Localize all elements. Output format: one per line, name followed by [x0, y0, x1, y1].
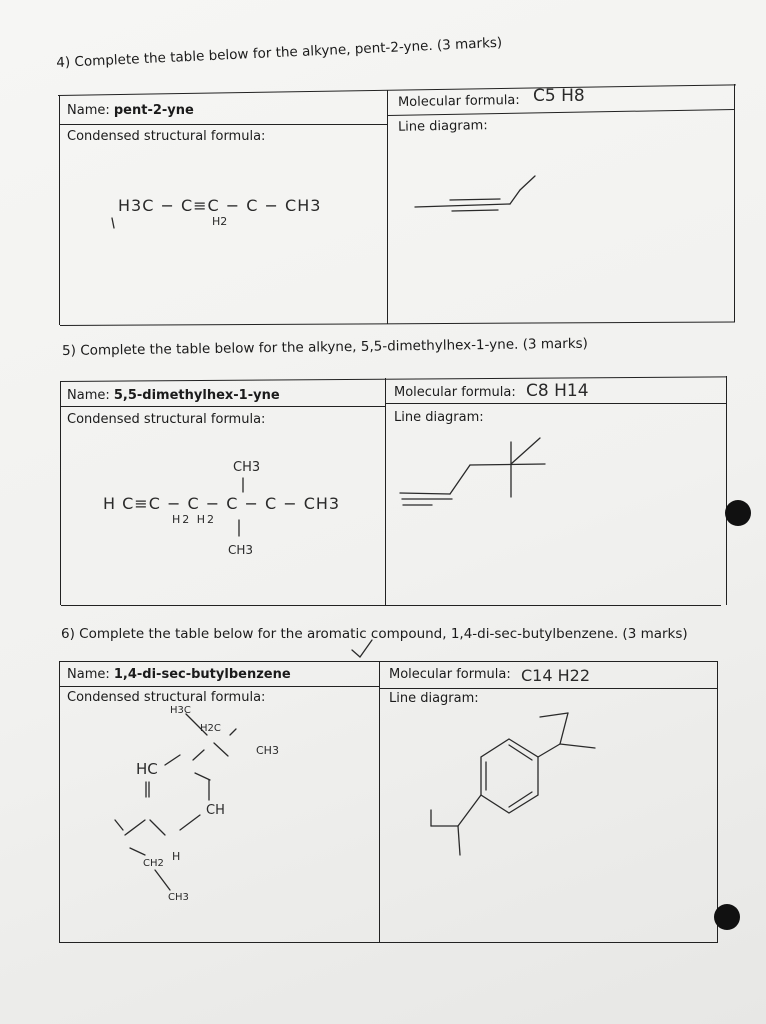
q6-line-label: Line diagram: [389, 691, 479, 706]
q6-condensed-label: Condensed structural formula: [67, 690, 266, 705]
q6-name-value: 1,4-di-sec-butylbenzene [113, 667, 291, 682]
q4-name-value: pent-2-yne [113, 103, 194, 118]
q4-name-label: Name: [67, 103, 114, 118]
question-6-prompt: 6) Complete the table below for the aromatic compound, 1,4-di-sec-butylbenzene. (3 marks) [61, 626, 688, 642]
question-4-prompt: 4) Complete the table below for the alkyne, pent-2-yne. (3 marks) [56, 34, 503, 71]
question-5-prompt: 5) Complete the table below for the alkyne, 5,5-dimethylhex-1-yne. (3 marks) [62, 335, 589, 359]
q4-line-diagram [415, 176, 535, 211]
q6-hw-ch3: CH3 [256, 744, 279, 757]
q5-condensed-h2: H2 H2 [172, 513, 217, 526]
q5-line-diagram [400, 438, 545, 505]
q5-condensed-bottom: CH3 [228, 543, 254, 557]
q5-condensed-label: Condensed structural formula: [67, 412, 266, 427]
q6-molecular-answer: C14 H22 [521, 666, 591, 685]
q4-condensed-answer: H3C − C≡C − C − CH3 [118, 196, 322, 215]
q5-line-label: Line diagram: [394, 410, 484, 425]
binder-hole-1 [725, 500, 751, 526]
q6-hw-h: H [172, 850, 181, 863]
q6-hw-h3c: H3C [170, 705, 191, 716]
q4-condensed-label: Condensed structural formula: [67, 129, 266, 144]
q4-condensed-sub: H2 [212, 215, 228, 228]
q5-name-label: Name: [67, 388, 114, 403]
q4-line-label: Line diagram: [397, 118, 488, 135]
q4-molecular-answer: C5 H8 [533, 86, 585, 106]
q5-condensed-top: CH3 [233, 460, 261, 475]
binder-hole-2 [714, 904, 740, 930]
q6-hw-h2c: H2C [200, 723, 221, 734]
q5-condensed-main: H C≡C − C − C − C − CH3 [103, 494, 341, 513]
q4-molecular-label: Molecular formula: [397, 92, 520, 111]
q6-hw-ch: CH [206, 803, 225, 818]
q5-name-value: 5,5-dimethylhex-1-yne [113, 388, 280, 403]
q6-hw-ch2: CH2 [143, 858, 164, 869]
q6-hw-c3: CH3 [168, 892, 189, 903]
q6-molecular-label: Molecular formula: [389, 667, 511, 682]
q6-line-diagram [431, 713, 595, 855]
q5-molecular-answer: C8 H14 [526, 381, 589, 401]
q6-hw-hc: HC [136, 760, 158, 778]
q6-name-label: Name: [67, 667, 114, 682]
q5-molecular-label: Molecular formula: [394, 385, 516, 400]
